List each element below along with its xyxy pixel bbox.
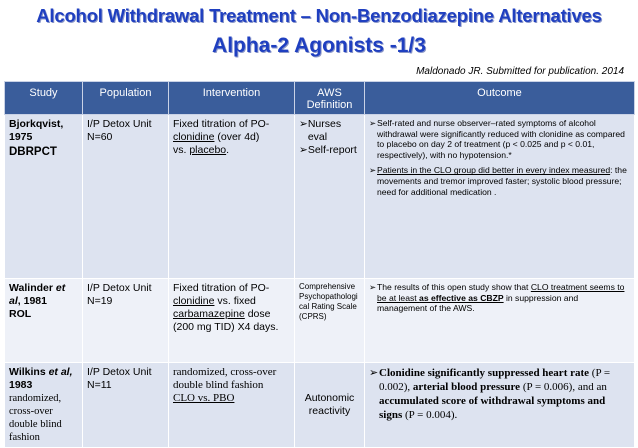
outcome-text-emphasis: arterial blood pressure xyxy=(412,381,521,393)
population-n: N=11 xyxy=(87,379,112,391)
arrow-bullet-icon: ➢ xyxy=(369,165,377,176)
study-cell xyxy=(5,279,83,363)
intervention-text: vs. xyxy=(173,144,190,156)
study-design: DBRPCT xyxy=(9,146,57,158)
study-design: randomized, cross-over double blind fashion xyxy=(9,393,62,443)
intervention-drug: clonidine xyxy=(173,295,215,307)
outcome-text: (P = 0.002), xyxy=(379,367,611,393)
intervention-text: Fixed titration of PO- xyxy=(173,282,270,294)
study-year: , 1981 xyxy=(17,295,47,307)
intervention-text: randomized, cross-over double blind fashion xyxy=(173,366,277,391)
intervention-text: dose (200 mg TID) X4 days. xyxy=(173,308,279,333)
aws-text: Comprehensive Psychopathologi cal Rating Scale (CPRS) xyxy=(299,282,358,321)
outcome-item xyxy=(369,282,630,314)
header-population: Population xyxy=(83,82,169,115)
outcome-text-emphasis: as effective as CBZP xyxy=(419,292,504,303)
header-aws-definition: AWS Definition xyxy=(295,82,365,115)
arrow-bullet-icon: ➢ xyxy=(299,118,308,130)
intervention-comparator: CLO vs. PBO xyxy=(173,392,235,404)
aws-cell xyxy=(295,363,365,448)
population-setting: I/P Detox Unit xyxy=(87,118,152,130)
study-etal: et al xyxy=(9,282,66,307)
study-year: 1983 xyxy=(9,379,33,391)
outcome-item xyxy=(369,165,630,197)
study-name: Bjorkqvist, xyxy=(9,118,64,130)
intervention-cell xyxy=(169,115,295,279)
outcome-text-underlined: CLO treatment seems to be at least xyxy=(377,282,625,303)
intervention-cell xyxy=(169,363,295,448)
intervention-drug: clonidine xyxy=(173,131,215,143)
study-cell xyxy=(5,363,83,448)
study-cell xyxy=(5,115,83,279)
intervention-text: (over 4d) xyxy=(214,131,260,143)
slide-title: Alcohol Withdrawal Treatment – Non-Benzodiazepine Alternatives xyxy=(36,5,602,26)
intervention-cell xyxy=(169,279,295,363)
population-cell xyxy=(83,363,169,448)
outcome-cell xyxy=(365,279,635,363)
intervention-text: vs. fixed xyxy=(214,295,256,307)
header-outcome: Outcome xyxy=(365,82,635,115)
arrow-bullet-icon: ➢ xyxy=(369,282,377,292)
outcome-text-underlined: Patients in the CLO group did better in every index measured xyxy=(377,165,611,176)
studies-table xyxy=(4,81,635,448)
table-row xyxy=(5,115,635,279)
outcome-text: The results of this open study show that xyxy=(377,282,531,292)
intervention-comparator: placebo xyxy=(189,144,227,156)
outcome-text-emphasis: accumulated score of withdrawal symptoms and signs xyxy=(379,395,606,421)
outcome-text: (P = 0.004). xyxy=(402,409,458,421)
outcome-cell xyxy=(365,363,635,448)
aws-cell xyxy=(295,115,365,279)
arrow-bullet-icon: ➢ xyxy=(299,144,308,156)
slide-subtitle: Alpha-2 Agonists -1/3 xyxy=(212,34,426,57)
table-row xyxy=(5,363,635,448)
aws-cell xyxy=(295,279,365,363)
citation: Maldonado JR. Submitted for publication. 2014 xyxy=(416,66,624,77)
study-year: 1975 xyxy=(9,131,33,143)
population-cell xyxy=(83,115,169,279)
population-setting: I/P Detox Unit xyxy=(87,282,152,294)
arrow-bullet-icon: ➢ xyxy=(369,118,377,128)
study-etal: et al, xyxy=(48,366,73,378)
header-study: Study xyxy=(5,82,83,115)
outcome-text: in suppression and management of the AWS. xyxy=(377,292,579,314)
study-name: Wilkins xyxy=(9,366,49,378)
outcome-text: Self-rated and nurse observer–rated symptoms of alcohol withdrawal were significantly reduced with clonidine as compared to placebo on day 2 of treatment (p < 0.025 and p < 0.01, respectively), with no hypotension.* xyxy=(377,118,625,160)
intervention-text: . xyxy=(226,144,230,156)
population-n: N=19 xyxy=(87,295,113,307)
arrow-bullet-icon: ➢ xyxy=(369,367,379,379)
aws-text: Autonomic reactivity xyxy=(304,392,355,417)
outcome-cell xyxy=(365,115,635,279)
outcome-text: (P = 0.006), and an xyxy=(520,381,607,393)
population-n: N=60 xyxy=(87,131,113,143)
study-name: Walinder xyxy=(9,282,56,294)
aws-item-text: Nurses eval xyxy=(307,118,342,143)
table-header-row xyxy=(5,82,635,115)
table-row xyxy=(5,279,635,363)
aws-item-text: Self-report xyxy=(307,144,357,156)
intervention-text: Fixed titration of PO- xyxy=(173,118,270,130)
study-design: ROL xyxy=(9,308,32,320)
outcome-item xyxy=(369,366,630,422)
outcome-item xyxy=(369,118,630,160)
population-setting: I/P Detox Unit xyxy=(87,366,152,378)
outcome-text-emphasis: Clonidine significantly suppressed heart rate xyxy=(379,367,590,379)
aws-item xyxy=(299,118,360,144)
population-cell xyxy=(83,279,169,363)
header-intervention: Intervention xyxy=(169,82,295,115)
intervention-comparator: carbamazepine xyxy=(173,308,245,320)
aws-item xyxy=(299,144,360,157)
outcome-text: : the movements and tremor improved faster; systolic blood pressure; need for additional medication . xyxy=(377,165,627,197)
